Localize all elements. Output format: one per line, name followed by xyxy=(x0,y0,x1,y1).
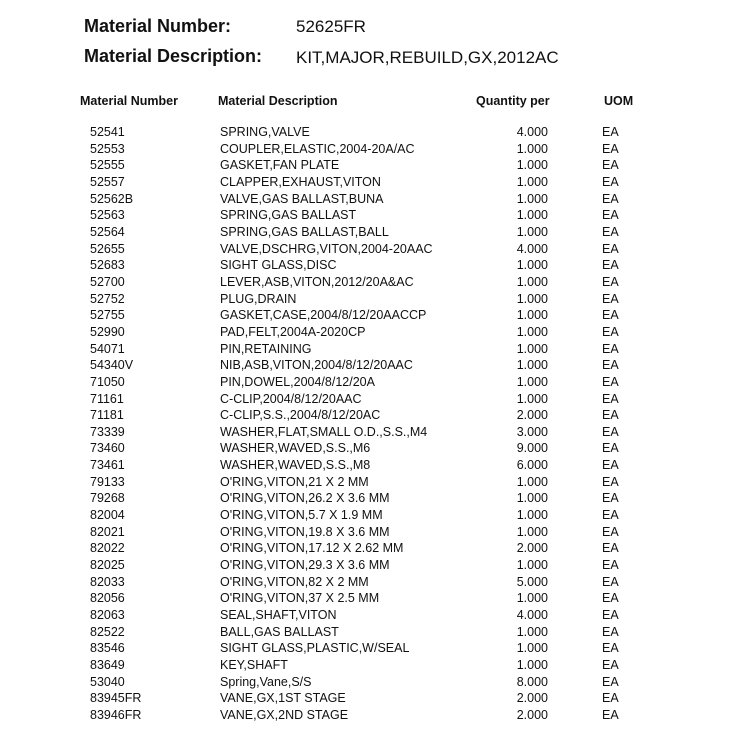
material-description-cell: COUPLER,ELASTIC,2004-20A/AC xyxy=(220,141,415,156)
material-number-cell: 52563 xyxy=(90,208,125,223)
uom-cell: EA xyxy=(602,341,619,356)
table-row xyxy=(0,540,740,557)
table-row xyxy=(0,624,740,641)
table-row xyxy=(0,274,740,291)
material-description-cell: NIB,ASB,VITON,2004/8/12/20AAC xyxy=(220,358,413,373)
material-description-cell: O'RING,VITON,26.2 X 3.6 MM xyxy=(220,491,390,506)
material-description-cell: C-CLIP,2004/8/12/20AAC xyxy=(220,391,362,406)
quantity-cell: 1.000 xyxy=(516,358,548,373)
material-description-cell: SPRING,GAS BALLAST,BALL xyxy=(220,224,389,239)
column-header-uom: UOM xyxy=(604,94,634,108)
uom-cell: EA xyxy=(602,224,619,239)
table-row xyxy=(0,341,740,358)
quantity-cell: 2.000 xyxy=(516,408,548,423)
table-row xyxy=(0,474,740,491)
uom-cell: EA xyxy=(602,441,619,456)
material-number-cell: 83946FR xyxy=(90,707,142,722)
table-row xyxy=(0,707,740,724)
quantity-cell: 8.000 xyxy=(516,674,548,689)
material-description-cell: VANE,GX,2ND STAGE xyxy=(220,707,349,722)
uom-cell: EA xyxy=(602,591,619,606)
quantity-cell: 1.000 xyxy=(516,258,548,273)
material-description-cell: PIN,RETAINING xyxy=(220,341,312,356)
table-row xyxy=(0,307,740,324)
table-row xyxy=(0,557,740,574)
table-row xyxy=(0,590,740,607)
table-row xyxy=(0,490,740,507)
table-row xyxy=(0,607,740,624)
table-row xyxy=(0,657,740,674)
material-number-cell: 82063 xyxy=(90,608,125,623)
table-row xyxy=(0,241,740,258)
quantity-cell: 9.000 xyxy=(516,441,548,456)
uom-cell: EA xyxy=(602,491,619,506)
uom-cell: EA xyxy=(602,707,619,722)
quantity-cell: 1.000 xyxy=(516,624,548,639)
material-description-cell: PLUG,DRAIN xyxy=(220,291,297,306)
material-number-cell: 52700 xyxy=(90,274,125,289)
material-description-cell: SPRING,VALVE xyxy=(220,125,310,139)
material-number-cell: 54340V xyxy=(90,358,134,373)
uom-cell: EA xyxy=(602,691,619,706)
quantity-cell: 1.000 xyxy=(516,508,548,523)
uom-cell: EA xyxy=(602,524,619,539)
material-description-cell: PIN,DOWEL,2004/8/12/20A xyxy=(220,374,375,389)
table-row xyxy=(0,690,740,707)
table-row xyxy=(0,457,740,474)
material-number-cell: 73339 xyxy=(90,424,125,439)
uom-cell: EA xyxy=(602,158,619,173)
uom-cell: EA xyxy=(602,574,619,589)
bill-of-materials-table xyxy=(0,124,740,724)
material-description-cell: WASHER,WAVED,S.S.,M6 xyxy=(220,441,371,456)
material-description-cell: SPRING,GAS BALLAST xyxy=(220,208,357,223)
quantity-cell: 1.000 xyxy=(516,658,548,672)
uom-cell: EA xyxy=(602,191,619,206)
quantity-cell: 1.000 xyxy=(516,274,548,289)
table-row xyxy=(0,224,740,241)
table-row xyxy=(0,507,740,524)
table-row xyxy=(0,257,740,274)
material-number-cell: 73460 xyxy=(90,441,125,456)
quantity-cell: 1.000 xyxy=(516,141,548,156)
quantity-cell: 1.000 xyxy=(516,308,548,323)
quantity-cell: 1.000 xyxy=(516,641,548,656)
material-number-cell: 82056 xyxy=(90,591,125,606)
material-description-cell: O'RING,VITON,37 X 2.5 MM xyxy=(220,591,380,606)
quantity-cell: 2.000 xyxy=(516,541,548,556)
material-number-cell: 79133 xyxy=(90,474,125,489)
quantity-cell: 5.000 xyxy=(516,574,548,589)
table-row xyxy=(0,324,740,341)
table-row xyxy=(0,174,740,191)
quantity-cell: 1.000 xyxy=(516,208,548,223)
quantity-cell: 1.000 xyxy=(516,158,548,173)
quantity-cell: 1.000 xyxy=(516,224,548,239)
uom-cell: EA xyxy=(602,125,619,139)
material-number-cell: 83546 xyxy=(90,641,125,656)
material-description-cell: C-CLIP,S.S.,2004/8/12/20AC xyxy=(220,408,381,423)
quantity-cell: 1.000 xyxy=(516,341,548,356)
material-description-cell: LEVER,ASB,VITON,2012/20A&AC xyxy=(220,274,414,289)
table-row xyxy=(0,424,740,441)
uom-cell: EA xyxy=(602,308,619,323)
material-description-cell: O'RING,VITON,29.3 X 3.6 MM xyxy=(220,558,390,573)
material-number-cell: 52555 xyxy=(90,158,125,173)
material-description-cell: VANE,GX,1ST STAGE xyxy=(220,691,346,706)
uom-cell: EA xyxy=(602,658,619,672)
uom-cell: EA xyxy=(602,258,619,273)
material-description-label: Material Description: xyxy=(84,46,263,66)
column-header-material-description: Material Description xyxy=(218,94,338,108)
quantity-cell: 1.000 xyxy=(516,374,548,389)
quantity-cell: 1.000 xyxy=(516,391,548,406)
material-description-cell: VALVE,GAS BALLAST,BUNA xyxy=(220,191,384,206)
table-row xyxy=(0,524,740,541)
uom-cell: EA xyxy=(602,558,619,573)
material-description-cell: PAD,FELT,2004A-2020CP xyxy=(220,324,366,339)
table-row xyxy=(0,391,740,408)
material-number-cell: 71181 xyxy=(90,408,124,423)
material-number-cell: 82022 xyxy=(90,541,125,556)
material-description-cell: CLAPPER,EXHAUST,VITON xyxy=(220,174,381,189)
table-row xyxy=(0,407,740,424)
table-row xyxy=(0,674,740,691)
material-number-cell: 54071 xyxy=(90,341,125,356)
material-number-cell: 52752 xyxy=(90,291,125,306)
quantity-cell: 2.000 xyxy=(516,691,548,706)
table-row xyxy=(0,291,740,308)
quantity-cell: 1.000 xyxy=(516,291,548,306)
material-number-cell: 52655 xyxy=(90,241,125,256)
uom-cell: EA xyxy=(602,674,619,689)
material-description-cell: KEY,SHAFT xyxy=(220,658,288,672)
material-number-cell: 73461 xyxy=(90,458,125,473)
uom-cell: EA xyxy=(602,508,619,523)
table-row xyxy=(0,440,740,457)
uom-cell: EA xyxy=(602,374,619,389)
uom-cell: EA xyxy=(602,141,619,156)
uom-cell: EA xyxy=(602,174,619,189)
column-header-quantity-per: Quantity per xyxy=(476,94,550,108)
material-description-cell: O'RING,VITON,19.8 X 3.6 MM xyxy=(220,524,390,539)
quantity-cell: 1.000 xyxy=(516,558,548,573)
material-number-cell: 52557 xyxy=(90,174,125,189)
table-row xyxy=(0,574,740,591)
material-number-cell: 52562B xyxy=(90,191,134,206)
material-number-cell: 53040 xyxy=(90,674,125,689)
material-number-cell: 52755 xyxy=(90,308,125,323)
table-row xyxy=(0,191,740,208)
material-number-cell: 82522 xyxy=(90,624,125,639)
table-row xyxy=(0,207,740,224)
quantity-cell: 1.000 xyxy=(516,191,548,206)
uom-cell: EA xyxy=(602,241,619,256)
uom-cell: EA xyxy=(602,408,619,423)
uom-cell: EA xyxy=(602,291,619,306)
table-row xyxy=(0,640,740,657)
material-number-cell: 82021 xyxy=(90,524,125,539)
uom-cell: EA xyxy=(602,208,619,223)
material-description-cell: Spring,Vane,S/S xyxy=(220,674,312,689)
material-number-cell: 52541 xyxy=(90,125,125,139)
table-row xyxy=(0,157,740,174)
table-row xyxy=(0,124,740,141)
material-number-label: Material Number: xyxy=(84,16,232,36)
material-description-cell: GASKET,CASE,2004/8/12/20AACCP xyxy=(220,308,427,323)
uom-cell: EA xyxy=(602,274,619,289)
material-number-cell: 82033 xyxy=(90,574,125,589)
uom-cell: EA xyxy=(602,391,619,406)
quantity-cell: 4.000 xyxy=(516,241,548,256)
material-number-cell: 52564 xyxy=(90,224,125,239)
material-description-cell: O'RING,VITON,82 X 2 MM xyxy=(220,574,369,589)
quantity-cell: 6.000 xyxy=(516,458,548,473)
uom-cell: EA xyxy=(602,358,619,373)
quantity-cell: 2.000 xyxy=(516,707,548,722)
material-description-cell: WASHER,FLAT,SMALL O.D.,S.S.,M4 xyxy=(220,424,428,439)
material-description-cell: GASKET,FAN PLATE xyxy=(220,158,340,173)
quantity-cell: 1.000 xyxy=(516,324,548,339)
material-description-cell: WASHER,WAVED,S.S.,M8 xyxy=(220,458,371,473)
quantity-cell: 3.000 xyxy=(516,424,548,439)
material-number-cell: 52990 xyxy=(90,324,125,339)
material-number-cell: 71050 xyxy=(90,374,125,389)
material-description-cell: VALVE,DSCHRG,VITON,2004-20AAC xyxy=(220,241,433,256)
material-number-cell: 82004 xyxy=(90,508,125,523)
column-header-material-number: Material Number xyxy=(80,94,178,108)
material-number-cell: 52553 xyxy=(90,141,125,156)
material-number-cell: 71161 xyxy=(90,391,124,406)
uom-cell: EA xyxy=(602,541,619,556)
quantity-cell: 1.000 xyxy=(516,474,548,489)
table-row xyxy=(0,374,740,391)
material-number-cell: 82025 xyxy=(90,558,125,573)
material-description-cell: BALL,GAS BALLAST xyxy=(220,624,339,639)
uom-cell: EA xyxy=(602,608,619,623)
quantity-cell: 1.000 xyxy=(516,174,548,189)
material-description-cell: SIGHT GLASS,DISC xyxy=(220,258,337,273)
material-description-cell: SEAL,SHAFT,VITON xyxy=(220,608,337,623)
material-number-value: 52625FR xyxy=(296,17,366,36)
material-description-cell: O'RING,VITON,5.7 X 1.9 MM xyxy=(220,508,383,523)
uom-cell: EA xyxy=(602,641,619,656)
quantity-cell: 1.000 xyxy=(516,491,548,506)
material-number-cell: 79268 xyxy=(90,491,125,506)
material-number-cell: 83649 xyxy=(90,658,125,672)
material-description-cell: SIGHT GLASS,PLASTIC,W/SEAL xyxy=(220,641,410,656)
quantity-cell: 4.000 xyxy=(516,125,548,139)
table-row xyxy=(0,357,740,374)
material-description-cell: O'RING,VITON,21 X 2 MM xyxy=(220,474,369,489)
quantity-cell: 1.000 xyxy=(516,524,548,539)
material-number-cell: 83945FR xyxy=(90,691,142,706)
material-number-cell: 52683 xyxy=(90,258,125,273)
material-description-cell: O'RING,VITON,17.12 X 2.62 MM xyxy=(220,541,404,556)
material-description-value: KIT,MAJOR,REBUILD,GX,2012AC xyxy=(296,48,559,67)
uom-cell: EA xyxy=(602,424,619,439)
table-row xyxy=(0,141,740,158)
quantity-cell: 1.000 xyxy=(516,591,548,606)
uom-cell: EA xyxy=(602,458,619,473)
uom-cell: EA xyxy=(602,474,619,489)
uom-cell: EA xyxy=(602,624,619,639)
quantity-cell: 4.000 xyxy=(516,608,548,623)
uom-cell: EA xyxy=(602,324,619,339)
